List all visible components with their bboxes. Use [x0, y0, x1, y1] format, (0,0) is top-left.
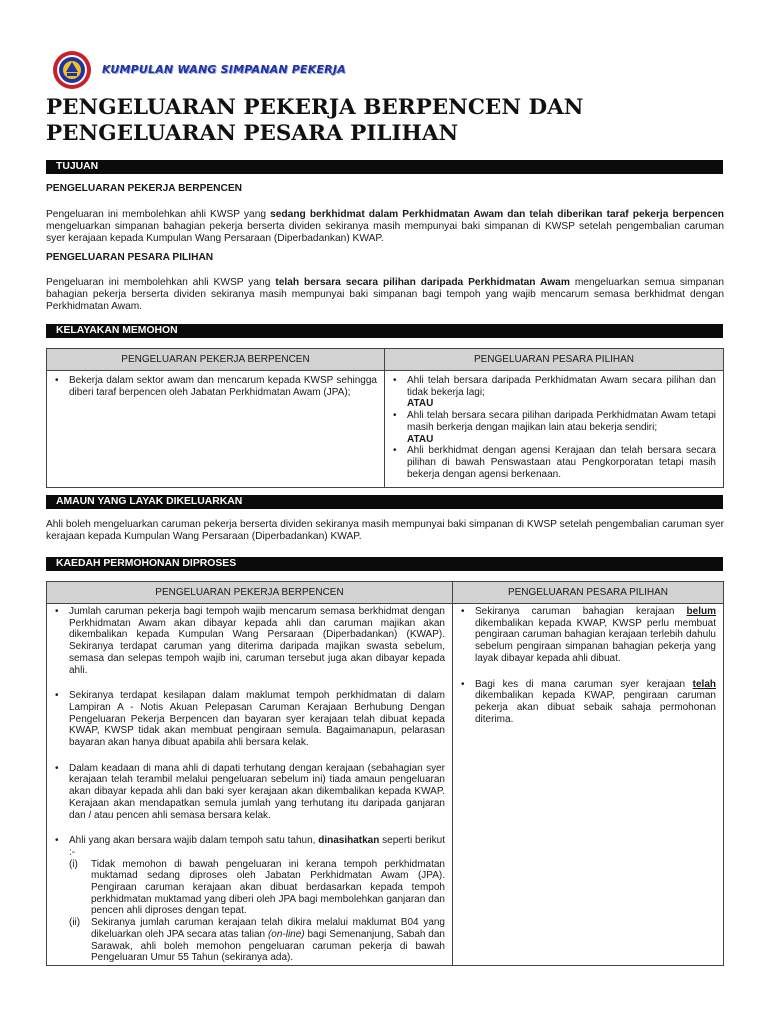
list-item: • Sekiranya terdapat kesilapan dalam maklumat tempoh perkhidmatan di dalam Lampiran A - Notis Akuan Pelepasan Caruman Kerajaan Berhubung Dengan Pengeluaran Pekerja Berpencen dan bayaran syer kerajaan telah dibuat kepada KWAP, KWSP tidak akan membuat pengiraan semula. Bagaimanapun, pelarasan bayaran akan hanya dibuat apabila ahli bersara kelak.	[69, 690, 451, 749]
emphasis: telah bersara secara pilihan daripada Perkhidmatan Awam	[275, 277, 570, 288]
text: bagi Semenanjung, Sabah dan Sarawak, ahli boleh memohon pengeluaran caruman pekerja di bawah Pengeluaran Umur 55 Tahun (sekiranya ada).	[91, 928, 445, 964]
column-header: PENGELUARAN PESARA PILIHAN	[385, 349, 724, 371]
text: Tidak memohon di bawah pengeluaran ini kerana tempoh perkhidmatan muktamad sedang diproses oleh Jabatan Perkhidmatan Awam (JPA). Pengiraan caruman kerajaan akan dibuat berdasarkan kepada tempoh perkhidmatan muktamad yang diberi oleh JPA bagi membolehkan ganjaran dan pencen ahli diproses dengan tepat.	[91, 858, 445, 917]
text: seperti berikut :-	[69, 835, 445, 858]
list-item	[407, 375, 722, 410]
text: Ahli telah bersara daripada Perkhidmatan Awam secara pilihan dan tidak bekerja lagi;	[407, 375, 716, 398]
paragraph-pekerja-berpencen	[46, 209, 724, 246]
text: Pengeluaran ini membolehkan ahli KWSP yang	[46, 209, 271, 220]
emphasis: (on-line)	[267, 928, 305, 940]
section-bar-kaedah: KAEDAH PERMOHONAN DIPROSES	[46, 557, 723, 571]
title-line-2: PENGELUARAN PESARA PILIHAN	[46, 121, 459, 146]
column-header: PENGELUARAN PEKERJA BERPENCEN	[47, 582, 453, 604]
sub-label: (i)	[69, 858, 78, 870]
emphasis: telah	[692, 678, 716, 690]
table-cell	[385, 371, 724, 488]
text: Bagi kes di mana caruman syer kerajaan	[475, 678, 693, 690]
section-bar-kelayakan: KELAYAKAN MEMOHON	[46, 324, 723, 338]
text: Sekiranya caruman bahagian kerajaan	[475, 606, 687, 617]
text: mengeluarkan semua simpanan bahagian pekerja berserta dividen sekiranya masih mempunyai baki simpanan bagi tempoh yang wajib mencarum semasa berkhidmat dengan Perkhidmatan Awam.	[46, 277, 724, 313]
text: mengeluarkan simpanan bahagian pekerja berserta dividen sekiranya masih mempunyai baki simpanan di KWSP setelah pengembalian caruman syer kerajaan kepada Kumpulan Wang Persaraan (Diperbadankan) KWAP.	[46, 221, 724, 245]
kelayakan-table	[46, 348, 724, 488]
emphasis: belum	[686, 606, 716, 617]
section-bar-tujuan: TUJUAN	[46, 160, 723, 174]
kwsp-logo-icon	[52, 50, 92, 90]
list-item	[475, 679, 722, 726]
sub-item-ii	[69, 917, 445, 964]
subheading-pekerja-berpencen: PENGELUARAN PEKERJA BERPENCEN	[46, 183, 243, 194]
atau-label: ATAU	[407, 398, 434, 410]
list-item: • Dalam keadaan di mana ahli di dapati terhutang dengan kerajaan (sebahagian syer kerajaan telah terambil melalui pengeluaran sebelum ini) tiada amaun pengeluaran akan dibayar kepada ahli dan baki syer kerajaan akan dikembalikan kepada KWAP. Kerajaan akan mendapatkan semula jumlah yang terhutang itu daripada ganjaran dan / atau pencen ahli semasa bersara kelak.	[69, 763, 451, 822]
paragraph-pesara-pilihan	[46, 277, 724, 314]
sub-item-i	[69, 859, 445, 918]
list-item: • Jumlah caruman pekerja bagi tempoh wajib mencarum semasa berkhidmat dengan Perkhidmatan Awam akan dibayar kepada ahli dan caruman majikan akan dikembalikan kepada Kumpulan Wang Persaraan (Diperbadankan) (KWAP). Sekiranya terdapat caruman yang diterima daripada majikan swasta sebelum, semasa dan selepas tempoh wajib ini, caruman tersebut juga akan dibayar kepada ahli.	[69, 606, 451, 676]
sub-label: (ii)	[69, 917, 81, 929]
text: Ahli yang akan bersara wajib dalam tempoh satu tahun,	[69, 835, 319, 847]
list-item: • Bekerja dalam sektor awam dan mencarum kepada KWSP sehingga diberi taraf berpencen oleh Jabatan Perkhidmatan Awam (JPA);	[69, 375, 383, 398]
atau-label: ATAU	[407, 433, 434, 445]
text: Sekiranya jumlah caruman kerajaan telah dikira melalui maklumat B04 yang dikeluarkan oleh JPA secara atas talian	[91, 917, 445, 940]
table-cell	[47, 604, 453, 966]
subheading-pesara-pilihan: PENGELUARAN PESARA PILIHAN	[46, 252, 214, 263]
column-header: PENGELUARAN PEKERJA BERPENCEN	[47, 349, 385, 371]
list-item	[69, 835, 451, 964]
text: dikembalikan kepada KWAP, KWSP perlu membuat pengiraan caruman bahagian kerajaan terlebih dahulu sebelum pengiraan simpanan bahagian pekerja yang layak dibayar kepada ahli dibuat.	[475, 617, 716, 664]
paragraph-amaun: Ahli boleh mengeluarkan caruman pekerja berserta dividen sekiranya masih mempunyai baki simpanan di KWSP setelah pengembalian caruman syer kerajaan kepada Kumpulan Wang Persaraan (Diperbadankan) KWAP.	[46, 519, 724, 543]
document-title	[46, 95, 736, 147]
text: Pengeluaran ini membolehkan ahli KWSP yang	[46, 277, 276, 288]
title-line-1: PENGELUARAN PEKERJA BERPENCEN DAN	[46, 95, 584, 120]
text: dikembalikan kepada KWAP, pengiraan caruman pekerja akan dibuat sebaik sahaja permohonan diterima.	[475, 690, 716, 725]
list-item	[407, 410, 722, 445]
column-header: PENGELUARAN PESARA PILIHAN	[453, 582, 724, 604]
kaedah-table	[46, 581, 724, 966]
emphasis: sedang berkhidmat dalam Perkhidmatan Awam dan telah diberikan taraf pekerja berpencen	[270, 209, 724, 220]
list-item: • Ahli berkhidmat dengan agensi Kerajaan dan telah bersara secara pilihan di bawah Penswastaan atau Pengkorporatan tetapi masih bekerja dengan agensi berkenaan.	[407, 445, 722, 480]
list-item	[475, 606, 722, 665]
emphasis: dinasihatkan	[318, 835, 380, 847]
text: Ahli telah bersara secara pilihan daripada Perkhidmatan Awam tetapi masih berkerja dengan majikan lain atau bekerja sendiri;	[407, 410, 716, 433]
section-bar-amaun: AMAUN YANG LAYAK DIKELUARKAN	[46, 495, 723, 509]
table-cell	[453, 604, 724, 966]
table-cell	[47, 371, 385, 488]
organisation-name: KUMPULAN WANG SIMPANAN PEKERJA	[102, 63, 346, 76]
